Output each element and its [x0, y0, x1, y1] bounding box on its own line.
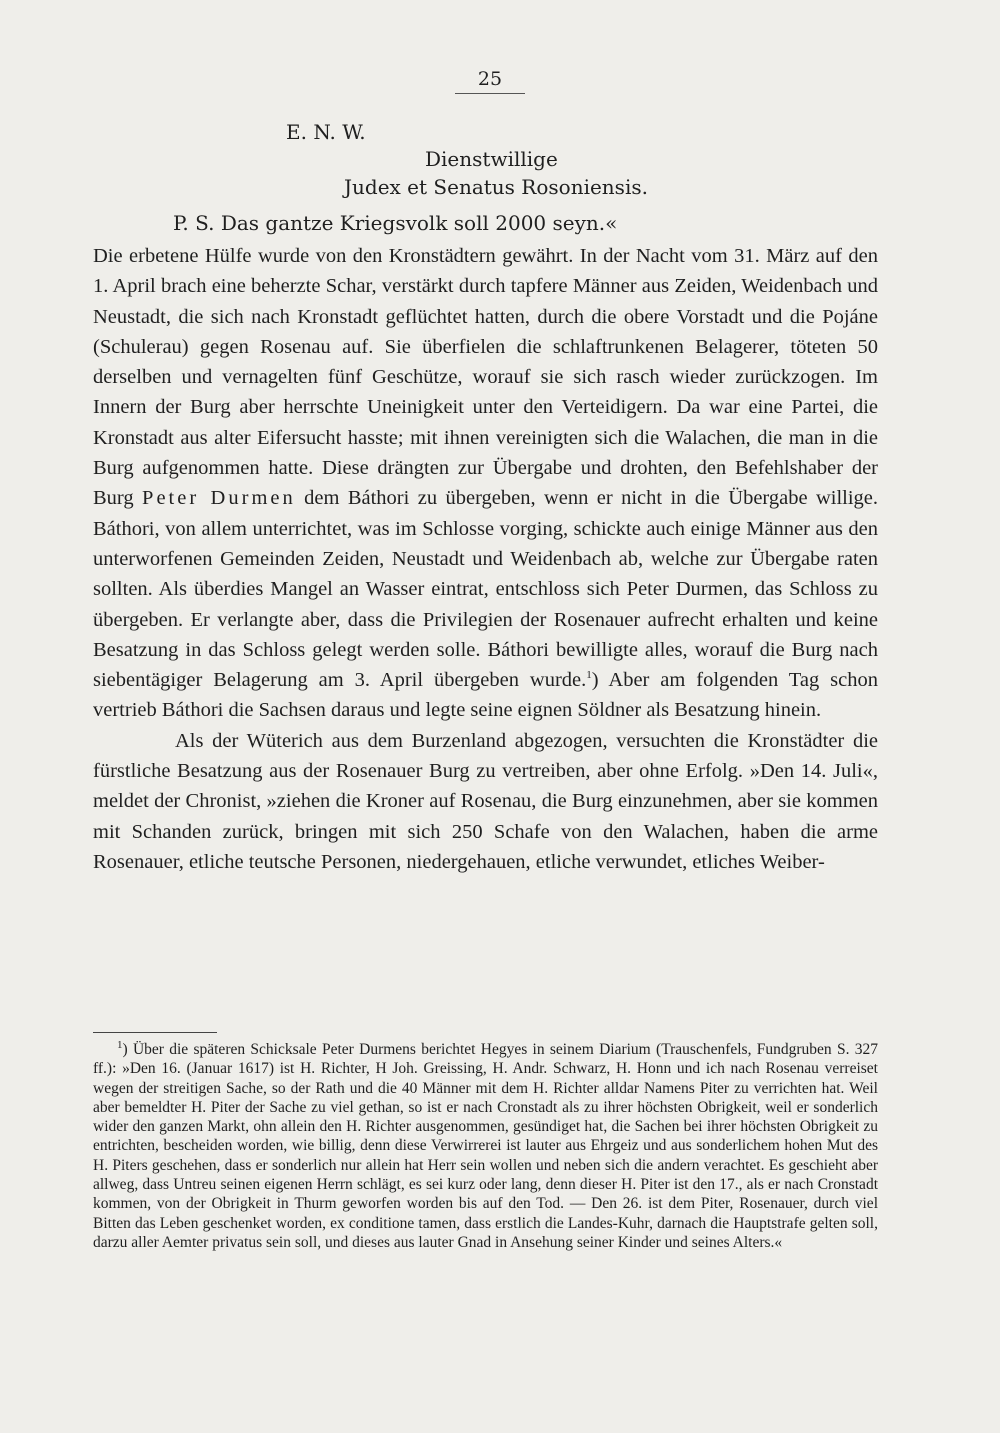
- footnote: [93, 1040, 878, 1252]
- spaced-name-peter-durmen: Peter Durmen: [142, 487, 296, 510]
- signature-line-dienstwillige: Dienstwillige: [425, 147, 558, 171]
- paragraph-siege-part-b: dem Báthori zu übergeben, wenn er nicht in die Übergabe willige. Báthori, von allem unterrichtet, was im Schlosse vorging, schickte auch einige Männer aus den unterworfenen Gemeinden Zeiden, Neustadt und Weidenbach ab, welche zur Übergabe raten sollten. Als überdies Mangel an Wasser eintrat, entschloss sich Peter Durmen, das Schloss zu übergeben. Er verlangte aber, dass die Privilegien der Rosenauer aufrecht erhalten und keine Besatzung in das Schloss gelegt werden solle. Báthori bewilligte alles, worauf die Burg nach siebentägiger Belagerung am 3. April übergeben wurde.: [93, 487, 879, 692]
- paragraph-siege-part-c: ) Aber am folgenden Tag schon vertrieb Báthori die Sachsen daraus und legte seine eignen Söldner als Besatzung hinein.: [93, 669, 878, 722]
- footnote-marker: 1: [117, 1038, 123, 1051]
- signature-closing: E. N. W.: [286, 120, 366, 144]
- footnote-text: ) Über die späteren Schicksale Peter Durmens berichtet Hegyes in seinem Diarium (Trauschenfels, Fundgruben S. 327 ff.): »Den 16. (Januar 1617) ist H. Richter, H Joh. Greissing, H. Andr. Schwarz, H. Honn und ich nach Rosenau verreiset wegen der streitigen Sache, so der Rath und die 40 Männer mit dem H. Richter alldar Namens Piter zu verrichten hat. Weil aber bemeldter H. Piter der Sache zu viel gethan, so ist er nach Cronstadt als zu ihrer höchsten Obrigkeit, weil er sonderlich wider den ganzen Markt, ohn allein den H. Richter ausgenommen, gesündiget hat, die Sachen bei ihrer höchsten Obrigkeit zu entrichten, bescheiden worden, wie billig, denn diese Verwirrerei ist lauter aus Ehrgeiz und aus sonderlichem hohen Mut des H. Piters geschehen, dass er sonderlich nur allein hat Herr sein wollen und neben sich die andern verachtet. Es geschieht aber allweg, dass Untreu seinen eigenen Herrn schlägt, es sei kurz oder lang, denn dieser H. Piter ist den 17., als er nach Cronstadt kommen, von der Obrigkeit in Thurm geworfen worden bis auf den Tod. — Den 26. ist dem Piter, Rosenauer, durch viel Bitten das Leben geschenket worden, ex conditione tamen, dass erstlich die Landes-Kuhr, darnach die Hauptstrafe gelten soll, darzu aller Aemter privatus sein soll, und dieses aus lauter Gnad in Ansehung seiner Kinder und seines Alters.«: [93, 1041, 878, 1251]
- paragraph-siege: [93, 241, 878, 726]
- paragraph-siege-part-a: Die erbetene Hülfe wurde von den Kronstädtern gewährt. In der Nacht vom 31. März auf den 1. April brach eine beherzte Schar, verstärkt durch tapfere Männer aus Zeiden, Weidenbach und Neustadt, die sich nach Kronstadt geflüchtet hatten, durch die obere Vorstadt und die Pojáne (Schulerau) gegen Rosenau auf. Sie überfielen die schlaftrunkenen Belagerer, töteten 50 derselben und vernagelten fünf Geschütze, worauf sie sich rasch wieder zurückzogen. Im Innern der Burg aber herrschte Uneinigkeit unter den Verteidigern. Da war eine Partei, die Kronstadt aus alter Eifersucht hasste; mit ihnen vereinigten sich die Walachen, die man in die Burg aufgenommen hatte. Diese drängten zur Übergabe und drohten, den Befehlshaber der Burg: [93, 245, 878, 510]
- main-text: [93, 241, 878, 877]
- signature-line-judex: Judex et Senatus Rosoniensis.: [344, 175, 648, 199]
- signature-postscript: P. S. Das gantze Kriegsvolk soll 2000 seyn.«: [173, 211, 618, 235]
- paragraph-aftermath: Als der Wüterich aus dem Burzenland abgezogen, versuchten die Kronstädter die fürstliche Besatzung aus der Rosenauer Burg zu vertreiben, aber ohne Erfolg. »Den 14. Juli«, meldet der Chronist, »ziehen die Kroner auf Rosenau, die Burg einzunehmen, aber sie kommen mit Schanden zurück, bringen mit sich 250 Schafe von den Walachen, haben die arme Rosenauer, etliche teutsche Personen, niedergehauen, etliche verwundet, etliches Weiber-: [93, 729, 878, 873]
- page-number: 25: [455, 68, 525, 94]
- footnote-reference: 1: [586, 669, 592, 682]
- footnote-divider: [93, 1032, 217, 1033]
- footnote-paragraph: [93, 1040, 878, 1252]
